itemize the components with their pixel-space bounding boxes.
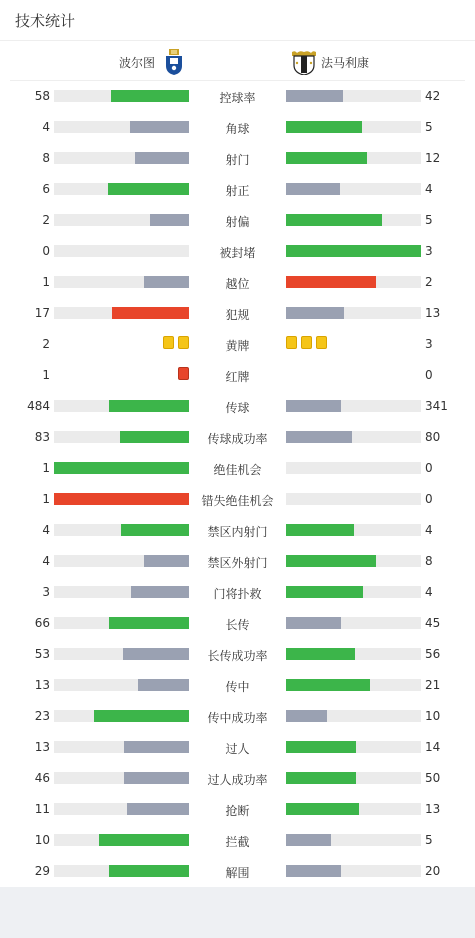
away-value: 42 <box>425 89 441 103</box>
away-bar-fill <box>286 431 352 443</box>
stat-row <box>0 334 475 354</box>
stat-label: 拦截 <box>225 835 250 849</box>
away-value: 5 <box>425 833 433 847</box>
home-team[interactable] <box>119 49 187 75</box>
away-value: 2 <box>425 275 433 289</box>
home-value: 53 <box>34 647 50 661</box>
away-bar-fill <box>286 648 355 660</box>
away-bar-fill <box>286 400 341 412</box>
stat-label: 传中 <box>225 680 250 694</box>
stat-label: 犯规 <box>225 308 250 322</box>
away-bar-track <box>286 679 421 691</box>
away-bar-track <box>286 121 421 133</box>
home-value: 1 <box>42 461 50 475</box>
stat-label: 被封堵 <box>219 246 256 260</box>
home-bar-fill <box>94 710 189 722</box>
away-value: 4 <box>425 182 433 196</box>
home-bar-fill <box>109 617 189 629</box>
home-value: 17 <box>34 306 50 320</box>
away-bar-track <box>286 431 421 443</box>
home-bar-fill <box>124 741 189 753</box>
stat-row <box>0 458 475 478</box>
home-bar-track <box>54 245 189 257</box>
away-bar-track <box>286 307 421 319</box>
home-bar-track <box>54 307 189 319</box>
home-value: 1 <box>42 368 50 382</box>
away-bar-track <box>286 617 421 629</box>
home-bar-fill <box>130 121 189 133</box>
home-bar-track <box>54 462 189 474</box>
home-bar-fill <box>131 586 189 598</box>
home-bar-fill <box>108 183 189 195</box>
stat-row <box>0 179 475 199</box>
stat-label: 越位 <box>225 277 250 291</box>
home-bar-track <box>54 121 189 133</box>
away-value: 5 <box>425 120 433 134</box>
stat-row <box>0 210 475 230</box>
home-value: 1 <box>42 492 50 506</box>
away-value: 56 <box>425 647 441 661</box>
home-bar-fill <box>123 648 189 660</box>
yellow-card-icon <box>301 336 312 349</box>
away-bar-track <box>286 493 421 505</box>
away-cards <box>286 336 327 349</box>
away-bar-fill <box>286 865 341 877</box>
away-bar-track <box>286 834 421 846</box>
stat-label: 过人 <box>225 742 250 756</box>
away-value: 3 <box>425 337 433 351</box>
stat-row <box>0 86 475 106</box>
away-bar-track <box>286 245 421 257</box>
away-bar-track <box>286 276 421 288</box>
yellow-card-icon <box>316 336 327 349</box>
home-bar-fill <box>99 834 189 846</box>
home-bar-track <box>54 617 189 629</box>
away-bar-track <box>286 865 421 877</box>
away-bar-fill <box>286 524 354 536</box>
home-bar-track <box>54 741 189 753</box>
stat-label: 角球 <box>225 122 250 136</box>
home-value: 1 <box>42 275 50 289</box>
away-value: 21 <box>425 678 441 692</box>
home-value: 29 <box>34 864 50 878</box>
away-bar-track <box>286 462 421 474</box>
stat-row <box>0 644 475 664</box>
home-bar-fill <box>150 214 189 226</box>
home-bar-fill <box>109 865 189 877</box>
home-bar-track <box>54 803 189 815</box>
stat-label: 射偏 <box>225 215 250 229</box>
home-bar-fill <box>144 276 189 288</box>
home-value: 10 <box>34 833 50 847</box>
stat-label: 错失绝佳机会 <box>201 494 274 508</box>
stat-row <box>0 799 475 819</box>
away-bar-track <box>286 648 421 660</box>
home-bar-fill <box>54 462 189 474</box>
away-value: 0 <box>425 492 433 506</box>
home-bar-fill <box>112 307 189 319</box>
red-card-icon <box>178 367 189 380</box>
away-bar-fill <box>286 276 376 288</box>
home-bar-track <box>54 493 189 505</box>
away-bar-track <box>286 710 421 722</box>
stat-row <box>0 117 475 137</box>
yellow-card-icon <box>163 336 174 349</box>
stat-label: 黄牌 <box>225 339 250 353</box>
away-bar-fill <box>286 152 367 164</box>
header <box>0 0 475 41</box>
home-bar-track <box>54 183 189 195</box>
stat-row <box>0 241 475 261</box>
away-bar-fill <box>286 679 370 691</box>
home-bar-track <box>54 834 189 846</box>
away-bar-track <box>286 555 421 567</box>
home-bar-fill <box>144 555 189 567</box>
home-bar-track <box>54 431 189 443</box>
away-value: 13 <box>425 306 441 320</box>
home-value: 46 <box>34 771 50 785</box>
away-value: 10 <box>425 709 441 723</box>
home-value: 11 <box>34 802 50 816</box>
yellow-card-icon <box>178 336 189 349</box>
away-bar-fill <box>286 741 356 753</box>
home-bar-track <box>54 400 189 412</box>
stat-label: 传中成功率 <box>207 711 268 725</box>
stat-row <box>0 830 475 850</box>
away-value: 0 <box>425 368 433 382</box>
away-value: 12 <box>425 151 441 165</box>
home-bar-track <box>54 772 189 784</box>
stat-row <box>0 520 475 540</box>
home-bar-fill <box>135 152 189 164</box>
away-value: 8 <box>425 554 433 568</box>
home-bar-track <box>54 865 189 877</box>
stat-row <box>0 396 475 416</box>
away-bar-fill <box>286 214 382 226</box>
away-value: 80 <box>425 430 441 444</box>
stat-row <box>0 148 475 168</box>
stat-row <box>0 489 475 509</box>
home-value: 13 <box>34 740 50 754</box>
home-bar-fill <box>127 803 189 815</box>
away-bar-fill <box>286 121 362 133</box>
home-cards <box>178 367 189 380</box>
stat-row <box>0 861 475 881</box>
stat-label: 控球率 <box>219 91 256 105</box>
away-value: 50 <box>425 771 441 785</box>
away-team[interactable] <box>291 49 369 75</box>
away-bar-track <box>286 152 421 164</box>
stat-label: 传球 <box>225 401 250 415</box>
away-value: 4 <box>425 523 433 537</box>
home-bar-track <box>54 214 189 226</box>
stat-label: 射门 <box>225 153 250 167</box>
away-bar-fill <box>286 834 331 846</box>
away-value: 3 <box>425 244 433 258</box>
home-value: 0 <box>42 244 50 258</box>
away-value: 13 <box>425 802 441 816</box>
away-bar-track <box>286 214 421 226</box>
home-bar-fill <box>120 431 189 443</box>
away-bar-fill <box>286 803 359 815</box>
stat-label: 长传成功率 <box>207 649 268 663</box>
home-bar-track <box>54 679 189 691</box>
home-bar-fill <box>111 90 189 102</box>
stat-label: 禁区外射门 <box>207 556 268 570</box>
away-value: 45 <box>425 616 441 630</box>
home-bar-fill <box>138 679 189 691</box>
home-value: 484 <box>27 399 50 413</box>
stat-row <box>0 272 475 292</box>
away-value: 5 <box>425 213 433 227</box>
away-bar-fill <box>286 90 343 102</box>
home-bar-fill <box>124 772 189 784</box>
page-title: 技术统计 <box>15 11 76 30</box>
home-value: 8 <box>42 151 50 165</box>
away-value: 14 <box>425 740 441 754</box>
away-bar-track <box>286 524 421 536</box>
home-bar-track <box>54 710 189 722</box>
away-bar-track <box>286 772 421 784</box>
home-bar-track <box>54 648 189 660</box>
stat-label: 禁区内射门 <box>207 525 268 539</box>
away-bar-fill <box>286 555 376 567</box>
home-value: 2 <box>42 213 50 227</box>
away-team-name: 法马利康 <box>321 55 370 70</box>
home-value: 23 <box>34 709 50 723</box>
porto-crest-icon <box>161 49 187 75</box>
home-value: 6 <box>42 182 50 196</box>
home-value: 4 <box>42 523 50 537</box>
home-cards <box>163 336 189 349</box>
away-bar-fill <box>286 772 356 784</box>
teams-header <box>10 41 465 81</box>
away-bar-track <box>286 741 421 753</box>
home-value: 4 <box>42 554 50 568</box>
away-bar-fill <box>286 710 327 722</box>
home-value: 66 <box>34 616 50 630</box>
away-value: 4 <box>425 585 433 599</box>
home-value: 58 <box>34 89 50 103</box>
stat-row <box>0 582 475 602</box>
stat-row <box>0 737 475 757</box>
stat-row <box>0 365 475 385</box>
home-value: 4 <box>42 120 50 134</box>
home-bar-track <box>54 586 189 598</box>
home-bar-track <box>54 555 189 567</box>
stat-row <box>0 706 475 726</box>
stat-label: 抢断 <box>225 804 250 818</box>
away-bar-track <box>286 183 421 195</box>
stat-row <box>0 551 475 571</box>
yellow-card-icon <box>286 336 297 349</box>
away-value: 341 <box>425 399 448 413</box>
away-bar-track <box>286 803 421 815</box>
away-bar-fill <box>286 586 363 598</box>
away-bar-fill <box>286 307 344 319</box>
away-bar-track <box>286 400 421 412</box>
home-bar-fill <box>121 524 189 536</box>
home-bar-fill <box>54 493 189 505</box>
home-bar-track <box>54 524 189 536</box>
stat-row <box>0 427 475 447</box>
home-value: 83 <box>34 430 50 444</box>
away-bar-fill <box>286 183 340 195</box>
away-value: 20 <box>425 864 441 878</box>
away-value: 0 <box>425 461 433 475</box>
stat-label: 过人成功率 <box>207 773 268 787</box>
home-bar-fill <box>109 400 189 412</box>
away-bar-track <box>286 90 421 102</box>
stat-label: 长传 <box>225 618 250 632</box>
home-bar-track <box>54 152 189 164</box>
stat-row <box>0 303 475 323</box>
home-value: 13 <box>34 678 50 692</box>
home-value: 2 <box>42 337 50 351</box>
stat-row <box>0 675 475 695</box>
home-bar-track <box>54 276 189 288</box>
stat-label: 绝佳机会 <box>213 463 262 477</box>
away-bar-fill <box>286 245 421 257</box>
stat-label: 解围 <box>225 866 250 880</box>
away-bar-track <box>286 586 421 598</box>
home-bar-track <box>54 90 189 102</box>
stat-label: 射正 <box>225 184 250 198</box>
stat-label: 门将扑救 <box>213 587 262 601</box>
stat-row <box>0 768 475 788</box>
away-bar-fill <box>286 617 341 629</box>
home-value: 3 <box>42 585 50 599</box>
stat-row <box>0 613 475 633</box>
stat-label: 红牌 <box>225 370 250 384</box>
home-team-name: 波尔图 <box>118 55 155 70</box>
famalicao-crest-icon <box>291 49 317 75</box>
stat-label: 传球成功率 <box>207 432 268 446</box>
